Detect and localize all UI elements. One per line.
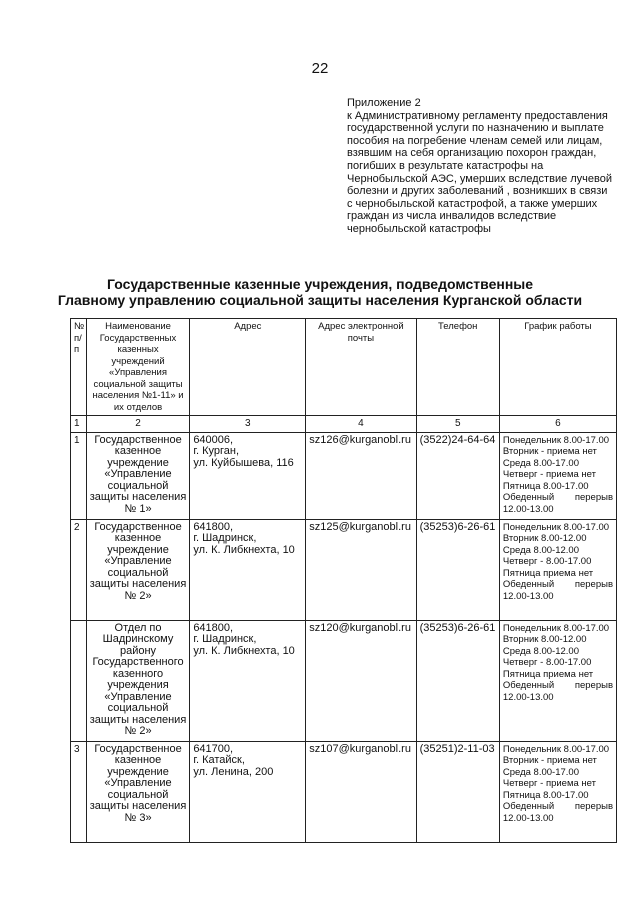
break-label: Обеденный [502,579,555,590]
header-phone: Телефон [416,319,499,416]
break-time: 12.00-13.00 [502,590,554,602]
appendix-line: чернобыльской катастрофы [347,222,491,235]
institution-phone: (35253)6-26-61 [416,519,499,620]
schedule-break [503,801,613,813]
break-time: 12.00-13.00 [502,503,554,515]
header-schedule: График работы [499,319,616,416]
break-time: 12.00-13.00 [502,691,554,703]
break-label: Обеденный [502,680,555,691]
column-number: 3 [190,416,306,433]
column-number: 1 [71,416,87,433]
table-row [71,741,617,842]
break-word: перерыв [574,801,613,812]
table-row [71,432,617,519]
table-row [71,519,617,620]
header-address: Адрес [190,319,306,416]
institution-address [190,620,306,741]
row-number [71,620,87,741]
row-number: 2 [71,519,87,620]
appendix-line: погибших в результате катастрофы на [347,159,544,172]
table-row [71,620,617,741]
schedule-line: Четверг - приема нет [502,469,596,480]
schedule-line: Четверг - 8.00-17.00 [502,556,592,567]
schedule-line: Вторник 8.00-12.00 [502,634,587,645]
header-email: Адрес электронной почты [306,319,416,416]
document-title-line-2: Главному управлению социальной защиты населения Курганской области [57,292,583,308]
address-city: г. Катайск, [193,754,245,766]
appendix-note [347,97,617,236]
address-street: ул. К. Либкнехта, 10 [193,543,295,556]
schedule-line: Четверг - приема нет [502,778,596,789]
schedule-line: Пятница 8.00-17.00 [502,480,589,492]
schedule-line: Среда 8.00-17.00 [502,766,579,778]
appendix-line: Чернобыльской АЭС, умерших вследствие лучевой [347,172,613,185]
schedule-line: Понедельник 8.00-17.00 [502,743,610,755]
institution-address [190,519,306,620]
institution-name: Государственное казенное учреждение «Управление социальной защиты населения № 1» [86,432,190,519]
institutions-table [70,318,617,843]
address-street: ул. Куйбышева, 116 [193,456,294,469]
header-number: № п/п [71,319,87,416]
institution-address [190,741,306,842]
appendix-line: взявшим на себя организацию похорон граждан, [347,147,597,160]
address-city: г. Курган, [193,445,240,457]
schedule-break [503,579,613,591]
break-word: перерыв [574,579,613,590]
appendix-line: Приложение 2 [347,97,421,109]
schedule-line: Пятница 8.00-17.00 [502,789,589,801]
break-word: перерыв [574,492,613,503]
schedule-line: Понедельник 8.00-17.00 [502,521,610,533]
column-number: 4 [306,416,416,433]
schedule-line: Среда 8.00-17.00 [502,457,579,469]
schedule-line: Вторник - приема нет [502,446,597,457]
break-label: Обеденный [502,801,555,812]
page-number: 22 [311,60,329,77]
document-title [0,276,640,308]
address-city: г. Шадринск, [193,633,257,645]
table-header-row [71,319,617,416]
break-word: перерыв [574,680,613,691]
row-number: 3 [71,741,87,842]
address-postcode: 641800, [193,621,234,634]
address-postcode: 641700, [193,742,234,755]
appendix-line: государственной услуги по назначению и выплате [347,122,604,135]
row-number: 1 [71,432,87,519]
institution-schedule [499,620,616,741]
appendix-line: граждан из числа инвалидов вследствие [347,210,557,223]
schedule-line: Вторник 8.00-12.00 [502,533,587,544]
column-number: 2 [86,416,190,433]
institution-name: Государственное казенное учреждение «Управление социальной защиты населения № 3» [86,741,190,842]
appendix-line: болезни и других заболеваний , возникших в связи [347,185,608,198]
header-name: Наименование Государственных казенных учреждений «Управления социальной защиты населения №1-11» и их отделов [86,319,190,416]
address-postcode: 641800, [193,520,234,533]
schedule-line: Четверг - 8.00-17.00 [502,657,592,668]
institution-email: sz125@kurganobl.ru [306,519,416,620]
break-time: 12.00-13.00 [502,812,554,824]
institution-schedule [499,741,616,842]
appendix-line: пособия на погребение членам семей или лицам, [347,134,603,147]
column-number: 5 [416,416,499,433]
institution-email: sz120@kurganobl.ru [306,620,416,741]
schedule-line: Понедельник 8.00-17.00 [502,622,610,634]
column-number-row [71,416,617,433]
schedule-line: Понедельник 8.00-17.00 [502,434,610,446]
institution-name: Отдел по Шадринскому району Государственного казенного учреждения «Управление социальной защиты населения № 2» [86,620,190,741]
institution-phone: (35253)6-26-61 [416,620,499,741]
address-city: г. Шадринск, [193,532,257,544]
address-street: ул. Ленина, 200 [193,765,274,778]
schedule-line: Среда 8.00-12.00 [502,645,579,657]
schedule-break [503,492,613,504]
document-title-line-1: Государственные казенные учреждения, подведомственные [106,276,534,292]
institution-name: Государственное казенное учреждение «Управление социальной защиты населения № 2» [86,519,190,620]
address-street: ул. К. Либкнехта, 10 [193,644,295,657]
institution-phone: (35251)2-11-03 [416,741,499,842]
institution-schedule [499,432,616,519]
institution-schedule [499,519,616,620]
address-postcode: 640006, [193,433,234,446]
institution-email: sz107@kurganobl.ru [306,741,416,842]
institution-phone: (3522)24-64-64 [416,432,499,519]
schedule-line: Пятница приема нет [502,668,594,680]
schedule-line: Вторник - приема нет [502,755,597,766]
institution-address [190,432,306,519]
break-label: Обеденный [502,492,555,503]
schedule-break [503,680,613,692]
schedule-line: Среда 8.00-12.00 [502,544,579,556]
schedule-line: Пятница приема нет [502,567,594,579]
appendix-line: к Административному регламенту предоставления [347,109,608,122]
institution-email: sz126@kurganobl.ru [306,432,416,519]
column-number: 6 [499,416,616,433]
appendix-line: с чернобыльской катастрофой, а также умерших [347,197,598,210]
